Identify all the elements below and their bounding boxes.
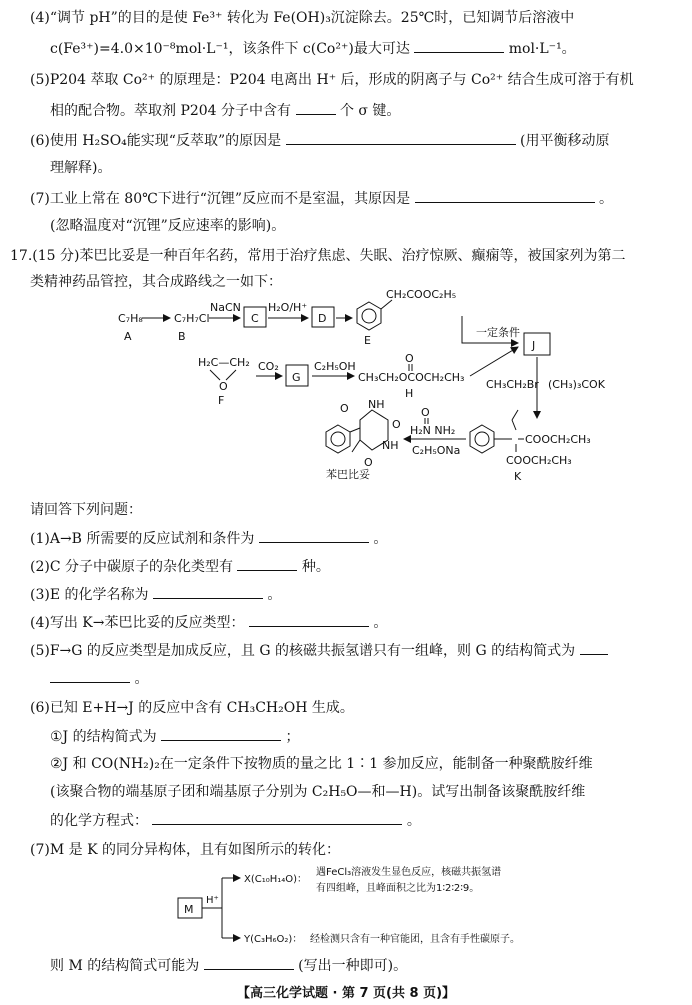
sub-question-1 [30, 528, 387, 549]
answer-blank[interactable] [161, 726, 281, 741]
compound-k-label: K [514, 470, 522, 483]
sub-question-7-final [50, 955, 407, 976]
sub-question-6-2-line3 [50, 810, 421, 831]
k-ester-2: COOCH₂CH₃ [506, 454, 572, 467]
reagent-ethyl-bromide: CH₃CH₂Br [486, 378, 539, 391]
answer-blank[interactable] [50, 668, 130, 683]
sub-question-3 [30, 584, 281, 605]
x-description-1: 遇FeCl₃溶液发生显色反应，核磁共振氢谱 [316, 867, 502, 878]
product-label: 苯巴比妥 [326, 468, 370, 481]
x-formula: X(C₁₀H₁₄O)： [244, 874, 308, 885]
box-g-label: G [292, 371, 301, 384]
compound-f-label: F [218, 394, 225, 407]
compound-a-label: A [124, 330, 132, 343]
reagent-ethanol: C₂H₅OH [314, 360, 356, 373]
answer-blank[interactable] [580, 640, 608, 655]
answer-blank[interactable] [249, 612, 369, 627]
arrow-h-j [470, 347, 518, 376]
sub-question-3-end: 。 [267, 587, 282, 603]
compound-f-oxygen: O [219, 380, 228, 393]
box-j [524, 333, 550, 355]
sub-question-6-2-text: 的化学方程式： [50, 813, 148, 829]
sub-question-6-1 [50, 726, 300, 747]
product-o-3: O [364, 456, 373, 469]
sub-question-6-1-end: ； [285, 729, 300, 745]
answer-blank[interactable] [259, 528, 369, 543]
box-m-label: M [184, 903, 194, 916]
sub-question-5-text: (5)F→G 的反应类型是加成反应，且 G 的核磁共振氢谱只有一组峰，则 G 的结构简式为 [30, 643, 576, 659]
box-j-label: J [532, 339, 536, 352]
sub-question-6-1-text: ①J 的结构简式为 [50, 729, 157, 745]
compound-f-top: H₂C—CH₂ [198, 356, 250, 369]
page-footer: 【高三化学试题 · 第 7 页(共 8 页)】 [236, 986, 456, 1001]
box-d-label: D [318, 312, 327, 325]
x-description-2: 有四组峰，且峰面积之比为1∶2∶2∶9。 [316, 883, 480, 894]
compound-a-formula: C₇H₈ [118, 312, 143, 325]
k-ester-1: COOCH₂CH₃ [525, 433, 591, 446]
condition-label: 一定条件 [476, 326, 520, 339]
q7-end: 。 [598, 191, 613, 207]
sub-question-4-end: 。 [373, 615, 388, 631]
sub-question-5-end: 。 [134, 671, 149, 687]
answer-blank[interactable] [153, 584, 263, 599]
sub-question-7: (7)M 是 K 的同分异构体，且有如图所示的转化： [30, 842, 340, 858]
reagent-h2o-h: H₂O/H⁺ [268, 301, 308, 314]
urea-formula: H₂N NH₂ [410, 424, 456, 437]
q7-text: (7)工业上常在 80℃下进行“沉锂”反应而不是室温，其原因是 [30, 191, 411, 207]
sub-question-3-text: (3)E 的化学名称为 [30, 587, 149, 603]
y-formula: Y(C₃H₆O₂)： [244, 934, 303, 945]
sub-question-5-line2 [50, 668, 148, 689]
sub-question-2-end: 种。 [301, 559, 330, 575]
answer-prompt: 请回答下列问题： [30, 502, 142, 518]
q17-line1: 17.(15 分)苯巴比妥是一种百年名药，常用于治疗焦虑、失眠、治疗惊厥、癫痫等，被国家列为第二 [10, 248, 626, 264]
q5-line2-text: 相的配合物。萃取剂 P204 分子中含有 [50, 103, 292, 119]
sub-question-6: (6)已知 E+H→J 的反应中含有 CH₃CH₂OH 生成。 [30, 700, 354, 716]
q5-line1: (5)P204 萃取 Co²⁺ 的原理是：P204 电离出 H⁺ 后，形成的阴离子与 Co²⁺ 结合生成可溶于有机 [30, 72, 634, 88]
sub-question-6-2-line1: ②J 和 CO(NH₂)₂在一定条件下按物质的量之比 1∶1 参加反应，能制备一种聚酰胺纤维 [50, 756, 593, 772]
benzene-ring-product [326, 425, 350, 453]
answer-blank[interactable] [152, 810, 402, 825]
reagent-tbuok: (CH₃)₃COK [548, 378, 605, 391]
benzene-ring-e [357, 302, 381, 330]
y-description: 经检测只含有一种官能团，且含有手性碳原子。 [310, 934, 520, 945]
q4-line2-text: c(Fe³⁺)=4.0×10⁻⁸mol·L⁻¹，该条件下 c(Co²⁺)最大可达 [50, 41, 410, 57]
sub-question-1-end: 。 [373, 531, 388, 547]
reagent-nacn: NaCN [210, 301, 241, 314]
q6-line2: 理解释)。 [50, 160, 112, 176]
urea-o: O [421, 406, 430, 419]
sub-question-2-text: (2)C 分子中碳原子的杂化类型有 [30, 559, 233, 575]
reagent-h-plus: H⁺ [206, 895, 219, 906]
compound-h-formula: CH₃CH₂OCOCH₂CH₃ [358, 371, 465, 384]
sub-question-6-2-line2: (该聚合物的端基原子团和端基原子分别为 C₂H₅O—和—H)。试写出制备该聚酰胺纤维 [50, 784, 586, 800]
sub-question-5 [30, 640, 608, 661]
answer-blank[interactable] [237, 556, 297, 571]
product-o-2: O [392, 418, 401, 431]
q4-unit: mol·L⁻¹。 [508, 41, 576, 57]
q4-line1: (4)“调节 pH”的目的是使 Fe³⁺ 转化为 Fe(OH)₃沉淀除去。25℃时，已知调节后溶液中 [30, 10, 575, 26]
reagent-co2: CO₂ [258, 360, 279, 373]
product-o-1: O [340, 402, 349, 415]
compound-b-formula: C₇H₇Cl [174, 312, 210, 325]
sub-question-7-note: (写出一种即可)。 [298, 958, 408, 974]
sub-question-6-2-end: 。 [406, 813, 421, 829]
compound-b-label: B [178, 330, 186, 343]
reagent-etona: C₂H₅ONa [412, 444, 461, 457]
sub-question-4 [30, 612, 387, 633]
q17-line2: 类精神药品管控，其合成路线之一如下： [30, 274, 282, 290]
box-c-label: C [251, 312, 259, 325]
product-nh-2: NH [382, 439, 399, 452]
compound-h-label: H [405, 387, 414, 400]
compound-e-label: E [364, 334, 371, 347]
benzene-ring-k [470, 425, 494, 453]
q7-line2: (忽略温度对“沉锂”反应速率的影响)。 [50, 218, 286, 234]
q6-note: (用平衡移动原 [520, 133, 610, 149]
h-carbonyl-o: O [405, 352, 414, 365]
q5-line2-end: 个 σ 键。 [339, 103, 401, 119]
product-nh-1: NH [368, 398, 385, 411]
q6-text: (6)使用 H₂SO₄能实现“反萃取”的原因是 [30, 133, 282, 149]
e-substituent: CH₂COOC₂H₅ [386, 288, 457, 301]
answer-blank[interactable] [204, 955, 294, 970]
sub-question-4-text: (4)写出 K→苯巴比妥的反应类型： [30, 615, 245, 631]
sub-question-2 [30, 556, 330, 577]
sub-question-7-text: 则 M 的结构简式可能为 [50, 958, 200, 974]
sub-question-1-text: (1)A→B 所需要的反应试剂和条件为 [30, 531, 255, 547]
